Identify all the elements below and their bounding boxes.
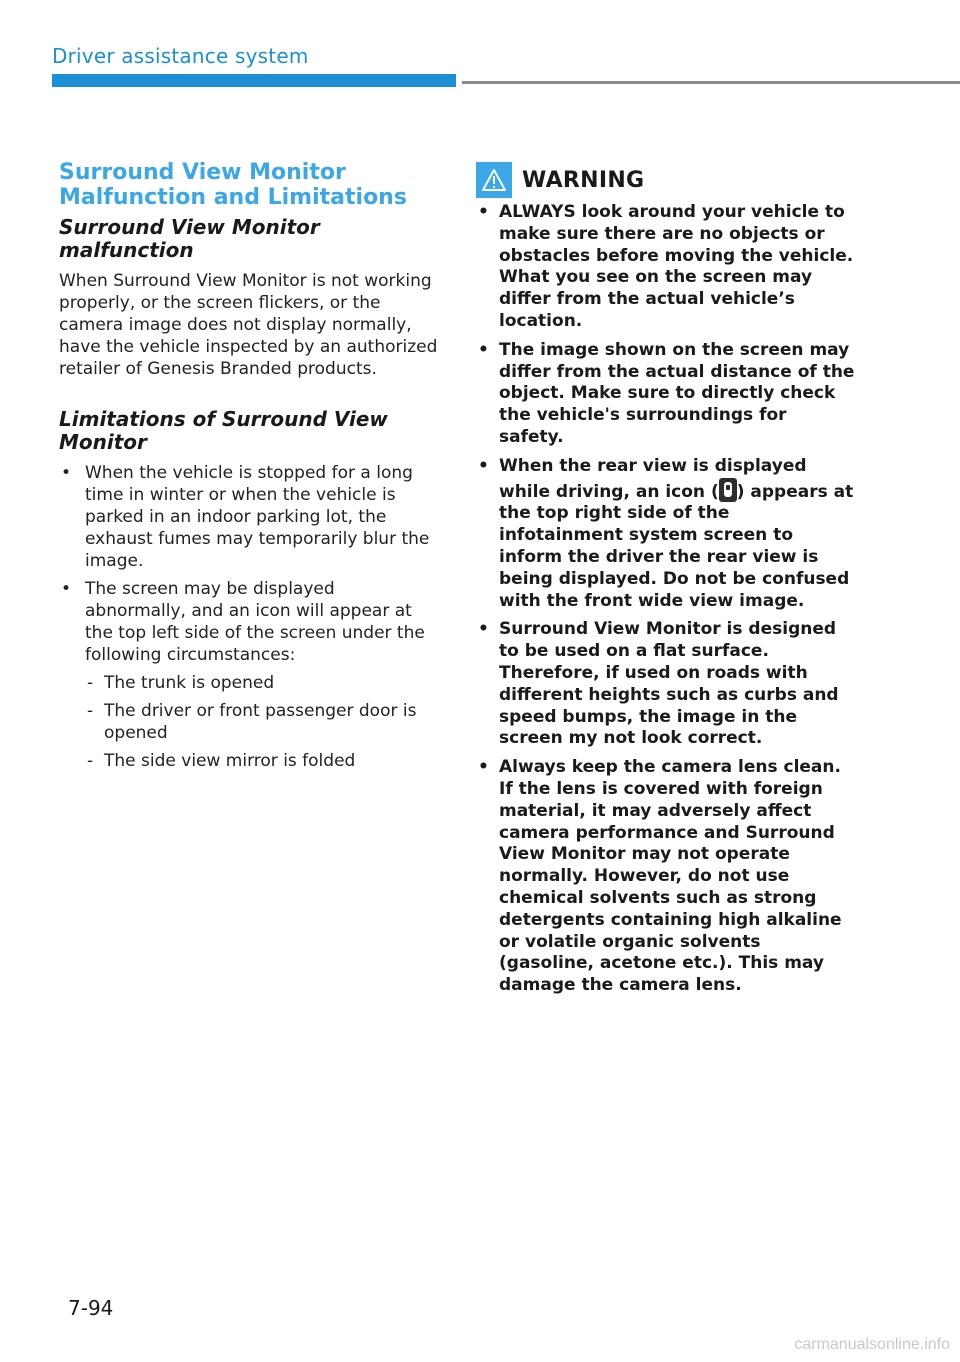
limitations-subtitle-line1: Limitations of Surround View bbox=[59, 407, 388, 431]
sub-list-item-text: The trunk is opened bbox=[104, 673, 275, 693]
bullet-glyph: • bbox=[478, 619, 489, 640]
left-column bbox=[59, 160, 439, 778]
list-item bbox=[59, 462, 439, 572]
warning-triangle-icon bbox=[481, 168, 507, 192]
warning-list bbox=[476, 202, 856, 997]
header-title: Driver assistance system bbox=[52, 44, 309, 68]
sub-list-item bbox=[85, 750, 439, 772]
warning-item-text: Always keep the camera lens clean. If the lens is covered with foreign material, it may adversely affect camera performance and Surround View Monitor may not operate normally. However, do not use chemical solvents such as strong detergents containing high alkaline or volatile organic solvents (gasoline, acetone etc.). This may damage the camera lens. bbox=[499, 757, 842, 996]
warning-panel bbox=[476, 160, 856, 1004]
warning-label: WARNING bbox=[522, 167, 645, 193]
car-shape-icon bbox=[724, 482, 732, 497]
limitations-list bbox=[59, 462, 439, 772]
watermark: carmanualsonline.info bbox=[794, 1336, 950, 1353]
list-item-text: When the vehicle is stopped for a long time in winter or when the vehicle is parked in an indoor parking lot, the exhaust fumes may temporarily blur the image. bbox=[85, 463, 430, 571]
bullet-glyph: • bbox=[478, 455, 489, 476]
circumstances-list bbox=[85, 672, 439, 772]
sub-list-item-text: The side view mirror is folded bbox=[104, 751, 356, 771]
malfunction-paragraph: When Surround View Monitor is not working properly, or the screen flickers, or the camera image does not display normally, have the vehicle inspected by an authorized retailer of Genesis Branded products. bbox=[59, 271, 438, 379]
warning-item-text: The image shown on the screen may differ from the actual distance of the object. Make sure to directly check the vehicle's surroundings for safety. bbox=[499, 339, 855, 447]
page-number: 7-94 bbox=[68, 1296, 114, 1320]
section-title-line2: Malfunction and Limitations bbox=[59, 185, 407, 210]
limitations-subtitle bbox=[59, 408, 439, 454]
warning-item bbox=[476, 202, 856, 333]
sub-list-item bbox=[85, 700, 439, 744]
warning-item bbox=[476, 456, 856, 613]
dash-glyph: - bbox=[87, 701, 94, 721]
bullet-glyph: • bbox=[61, 579, 72, 599]
bullet-glyph: • bbox=[478, 339, 489, 360]
malfunction-subtitle: Surround View Monitor malfunction bbox=[59, 215, 320, 262]
warning-item-text-after-icon: ) appears at the top right side of the infotainment system screen to inform the driver the rear view is being displayed. Do not be confused with the front wide view image. bbox=[499, 481, 854, 611]
sub-list-item bbox=[85, 672, 439, 694]
warning-item bbox=[476, 619, 856, 750]
rear-view-car-icon bbox=[719, 478, 737, 502]
header-accent-bar bbox=[52, 74, 456, 87]
warning-item bbox=[476, 757, 856, 997]
dash-glyph: - bbox=[87, 751, 94, 771]
section-title bbox=[59, 160, 439, 210]
warning-icon bbox=[476, 162, 512, 198]
list-item bbox=[59, 578, 439, 772]
header-rule bbox=[462, 81, 960, 84]
bullet-glyph: • bbox=[61, 463, 72, 483]
bullet-glyph: • bbox=[478, 757, 489, 778]
list-item-text: The screen may be displayed abnormally, and an icon will appear at the top left side of the screen under the following circumstances: bbox=[85, 579, 425, 665]
warning-item-text-before-icon: When the rear view is displayed while driving, an icon ( bbox=[499, 455, 807, 502]
warning-item-text: Surround View Monitor is designed to be used on a flat surface. Therefore, if used on roads with different heights such as curbs and speed bumps, the image in the screen my not look correct. bbox=[499, 619, 839, 749]
dash-glyph: - bbox=[87, 673, 94, 693]
warning-item bbox=[476, 340, 856, 449]
sub-list-item-text: The driver or front passenger door is opened bbox=[104, 701, 417, 743]
warning-item-text: ALWAYS look around your vehicle to make sure there are no objects or obstacles before moving the vehicle. What you see on the screen may differ from the actual vehicle’s location. bbox=[499, 202, 854, 331]
limitations-subtitle-line2: Monitor bbox=[59, 430, 147, 454]
bullet-glyph: • bbox=[478, 202, 489, 222]
warning-header bbox=[476, 160, 856, 200]
section-title-line1: Surround View Monitor bbox=[59, 160, 346, 185]
